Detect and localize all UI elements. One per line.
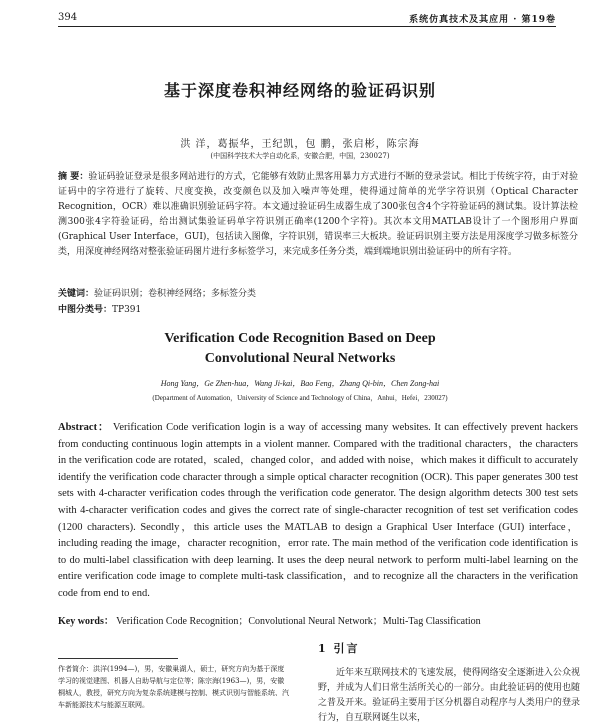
author-footnote: 作者简介：洪洋(1994—)，男，安徽巢湖人，硕士，研究方向为基于深度学习的视觉建图、机器人自助导航与定位等；陈宗海(1963—)，男，安徽桐城人，教授，研究方向为复杂系统建模与控制、模式识别与智能系统、汽车新能源技术与能源互联网。 [58, 665, 289, 709]
english-abstract-label: Abstract： [58, 422, 110, 433]
chinese-keywords [58, 287, 578, 301]
english-title [0, 329, 600, 369]
english-keywords-label: Key words： [58, 616, 114, 627]
section-heading: 1 引言 [318, 642, 360, 655]
chinese-affiliation: (中国科学技术大学自动化系，安徽合肥，中国，230027) [210, 152, 390, 160]
chinese-authors: 洪 洋，葛振华，王纪凯，包 鹏，张启彬，陈宗海 [180, 139, 420, 150]
page-number: 394 [58, 12, 78, 23]
journal-name: 系统仿真技术及其应用 · 第19卷 [409, 15, 556, 25]
english-keywords [58, 612, 578, 627]
chinese-title: 基于深度卷积神经网络的验证码识别 [163, 81, 436, 100]
introduction-text: 近年来互联网技术的飞速发展，使得网络安全逐渐进入公众视野，并成为人们日常生活所关心的一部分。由此验证码的使用也随之普及开来。验证码主要用于区分机器自动程序与人类用户的登录行为，自互联网诞生以来， [318, 668, 580, 723]
english-affiliation: (Department of Automation，University of Science and Technology of China，Anhui，Hefei，230027) [152, 394, 448, 402]
english-title-line1: Verification Code Recognition Based on Deep [164, 331, 436, 346]
english-keywords-text: Verification Code Recognition；Convolutional Neural Network；Multi-Tag Classification [116, 616, 481, 627]
english-abstract-text: Verification Code verification login is a way of accessing many websites. It can effectively prevent hackers from conducting continuous login attempts in a violent manner. Compared with the traditional characters，the characters in the verification code are rotated，scaled，changed color，and added with noise，which makes it difficult to accurately identify the verification code character through a simple optical character recognition (OCR). This paper generates 300 test sets with 4-character verification codes through the verification code generator. The design algorithm detects 300 test sets with 4-character verification codes and gives the correct rate of single-character recognition of test set verification codes (1200 characters). Secondly，this article uses the MATLAB to design a Graphical User Interface (GUI) interface，including reading the image，character recognition，error rate. The main method of the verification code identification is to do multi-label classification with deep learning. It uses the deep neural network to perform multi-label learning on the entire verification code image to complete multi-task classification，and to recognize all the characters in the verification code from end to end. [58, 422, 578, 599]
chinese-keywords-text: 验证码识别；卷积神经网络；多标签分类 [94, 289, 257, 299]
english-title-line2: Convolutional Neural Networks [204, 351, 396, 366]
chinese-abstract-text: 验证码验证登录是很多网站进行的方式，它能够有效防止黑客用暴力方式进行不断的登录尝试。相比于传统字符，由于对验证码中的字符进行了旋转、尺度变换，改变颜色以及加入噪声等处理，使得通过简单的光学字符识别（Optical Character Recognition，OCR）难以准确识别验证码字符。本文通过验证码生成器生成了300张包含4个字符验证码的测试集。设计算法检测300张4字符验证码，给出测试集验证码单字符识别正确率(1200个字符)。其次本文用MATLAB设计了一个图形用户界面(Graphical User Interface，GUI)，包括读入图像，字符识别，错误率三大板块。验证码识别主要方法是用深度学习做多标签分类，用深度神经网络对整张验证码图片进行多标签学习，来完成多任务分类，端到端地识别出验证码中的所有字符。 [58, 172, 578, 257]
classification-code-value: TP391 [112, 305, 142, 315]
english-abstract [58, 420, 578, 603]
page-header [58, 10, 556, 27]
chinese-keywords-label: 关键词： [58, 289, 95, 299]
footnote-divider [58, 658, 178, 659]
classification-code [58, 302, 141, 315]
chinese-abstract [58, 170, 578, 260]
english-authors: Hong Yang，Ge Zhen-hua，Wang Ji-kai，Bao Feng，Zhang Qi-bin，Chen Zong-hai [160, 379, 440, 388]
chinese-abstract-label: 摘 要： [58, 172, 89, 182]
classification-code-label: 中图分类号： [58, 305, 113, 315]
